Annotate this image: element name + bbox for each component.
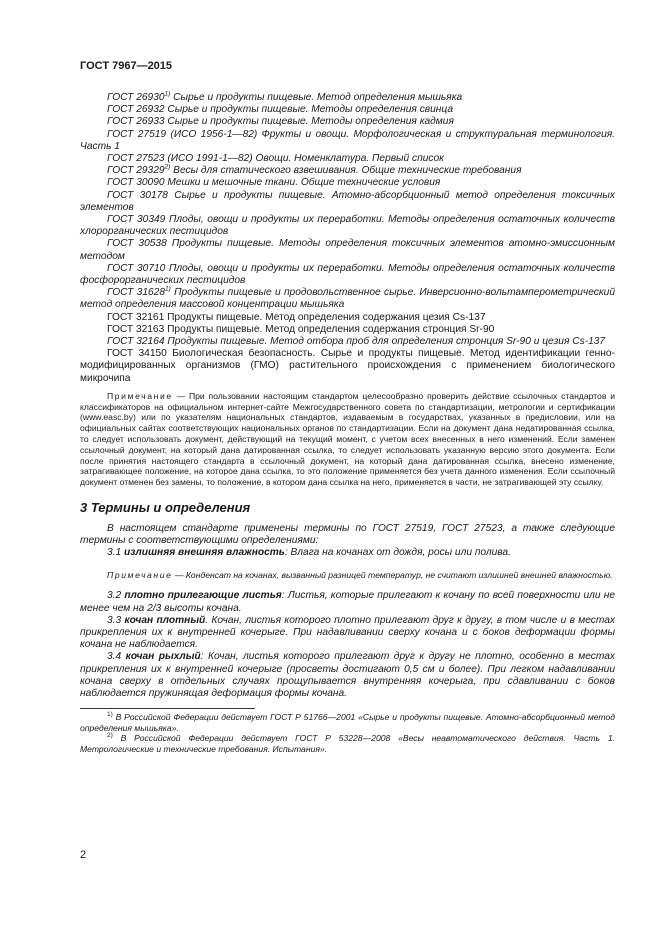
reference-number: ГОСТ 32163 — [107, 323, 165, 335]
reference-title: (ИСО 1991-1—82) Овощи. Номенклатура. Первый список — [164, 153, 444, 165]
page-number: 2 — [80, 849, 87, 861]
reference-number: ГОСТ 30349 — [107, 214, 166, 226]
reference-item — [80, 263, 615, 287]
reference-title: Биологическая безопасность. Сырье и продукты пищевые. Метод идентификации генно-модифицированных организмов (ГМО) растительного происхождения с применением биологического микрочипа — [80, 348, 615, 384]
reference-title: Продукты пищевые. Методы определения токсичных элементов атомно-эмиссионным методом — [80, 238, 615, 262]
normative-references-list — [80, 92, 615, 385]
reference-item — [80, 129, 615, 153]
reference-item — [80, 92, 615, 104]
reference-item — [80, 190, 615, 214]
term-name: кочан рыхлый — [125, 651, 201, 663]
note-text: — При пользовании настоящим стандартом целесообразно проверить действие ссылочных стандартов и классификаторов на официальном интернет-сайте Межгосударственного совета по стандартизации, метрологии и сертификации (www.easc.by) или по указателям национальных стандартов, издаваемым в государствах, указанных в предисловии, или на официальных сайтах соответствующих национальных органов по стандартизации. Если на документ дана недатированная ссылка, то следует использовать документ, действующий на текущий момент, с учетом всех внесенных в него изменений. Если заменен ссылочный документ, на который дана датированная ссылка, то следует использовать указанную версию этого документа. Если после принятия настоящего стандарта в ссылочный документ, на который дана датированная ссылка, внесено изменение, затрагивающее положение, на которое дана ссылка, то это положение применяется без учета данного изменения. Если ссылочный документ отменен без замены, то положение, в котором дана ссылка на него, применяется в части, не затрагивающей эту ссылку. — [80, 390, 615, 488]
term-name: плотно прилегающие листья — [124, 590, 282, 602]
reference-item — [80, 104, 615, 116]
section-3-intro: В настоящем стандарте применены термины по ГОСТ 27519, ГОСТ 27523, а также следующие термины с соответствующими определениями: — [80, 523, 615, 547]
reference-item — [80, 324, 615, 336]
footnote-text: В Российской Федерации действует ГОСТ Р 53228—2008 «Весы неавтоматического действия. Часть 1. Метрологические и технические требования. Испытания». — [80, 733, 615, 755]
reference-title: Продукты пищевые и продовольственное сырье. Инверсионно-вольтамперометрический метод определения массовой концентрации мышьяка — [80, 287, 615, 311]
footnote-1 — [80, 712, 615, 733]
reference-number: ГОСТ 27519 — [107, 128, 167, 140]
reference-item — [80, 153, 615, 165]
reference-number: ГОСТ 32164 — [107, 336, 165, 348]
term-definition: . Кочан, листья которого плотно прилегают друг к другу, в том числе и в местах прикрепления их к внутренней кочерыге. При надавливании сверху кочана и с боков деформации формы кочана не наблюдается. — [80, 614, 615, 651]
reference-number: ГОСТ 34150 — [107, 348, 167, 360]
note-label: Примечание — [107, 569, 173, 580]
reference-title: Сырье и продукты пищевые. Методы определения кадмия — [164, 116, 454, 128]
reference-title: Продукты пищевые. Метод определения содержания стронция Sr-90 — [164, 323, 495, 335]
reference-title: Продукты пищевые. Метод отбора проб для определения стронция Sr-90 и цезия Cs-137 — [164, 336, 606, 348]
reference-title: Плоды, овощи и продукты их переработки. Методы определения остаточных количеств фосфорорганических пестицидов — [80, 262, 616, 287]
section-3-title: 3 Термины и определения — [80, 500, 251, 516]
reference-title: Мешки и мешочные ткани. Общие технические условия — [164, 177, 441, 189]
reference-number: ГОСТ 27523 — [107, 153, 165, 165]
term-definition: : Кочан, листья которого прилегают друг к другу не плотно, особенно в местах прикрепления их к внутренней кочерыге (просветы достигают 0,5 см и более). При легком надавливании кочана сверху в отдельных случаях прощупывается внутренняя кочерыга, при сдавливании с боков наблюдается пружинящая деформация формы кочана. — [80, 651, 615, 700]
footnote-ref: 1) — [165, 285, 171, 293]
footnote-mark: 2) — [107, 732, 113, 740]
reference-title: Плоды, овощи и продукты их переработки. Методы определения остаточных количеств хлорорганических пестицидов — [80, 214, 616, 238]
note-humidity — [80, 570, 615, 581]
term-3-1 — [80, 547, 615, 559]
term-number: 3.1 — [107, 547, 124, 559]
reference-item — [80, 238, 615, 262]
reference-title: Продукты пищевые. Метод определения содержания цезия Cs-137 — [164, 311, 486, 323]
term-3-3 — [80, 615, 615, 652]
footnote-ref: 1) — [164, 90, 171, 98]
footnote-mark: 1) — [107, 711, 113, 719]
term-3-2 — [80, 590, 615, 614]
reference-number: ГОСТ 30178 — [107, 189, 168, 201]
reference-item — [80, 336, 615, 348]
footnote-2 — [80, 733, 615, 754]
footnote-text: В Российской Федерации действует ГОСТ Р 51766—2001 «Сырье и продукты пищевые. Атомно-абсорбционный метод определения мышьяка». — [80, 712, 615, 733]
note-references — [80, 391, 615, 488]
reference-number: ГОСТ 30090 — [107, 177, 165, 189]
reference-number: ГОСТ 26933 — [107, 116, 165, 128]
reference-title: Сырье и продукты пищевые. Методы определения свинца — [164, 104, 453, 116]
reference-number: ГОСТ 26930 — [107, 92, 165, 103]
footnote-ref: 2) — [164, 163, 171, 171]
term-number: 3.2 — [107, 590, 125, 602]
reference-title: Весы для статического взвешивания. Общие технические требования — [170, 165, 522, 177]
reference-number: ГОСТ 31628 — [107, 287, 165, 299]
footnote-separator — [80, 708, 255, 709]
term-name: излишняя внешняя влажность — [124, 547, 285, 559]
reference-item — [80, 165, 615, 177]
document-body — [80, 92, 615, 755]
term-name: кочан плотный — [124, 614, 206, 626]
reference-item — [80, 214, 615, 238]
term-definition: : Листья, которые прилегают к кочану по всей поверхности или не менее чем на 2/3 высоты кочана. — [80, 590, 615, 614]
term-number: 3.4 — [107, 651, 126, 663]
document-header: ГОСТ 7967—2015 — [80, 60, 173, 72]
reference-title: Сырье и продукты пищевые. Метод определения мышьяка — [170, 92, 463, 103]
reference-number: ГОСТ 29329 — [107, 165, 165, 177]
reference-number: ГОСТ 30710 — [107, 262, 166, 274]
note-label: Примечание — [107, 390, 173, 401]
term-number: 3.3 — [107, 614, 125, 626]
reference-item — [80, 348, 615, 385]
reference-number: ГОСТ 32161 — [107, 311, 165, 323]
reference-item — [80, 287, 615, 311]
reference-item — [80, 116, 615, 128]
reference-title: (ИСО 1956-1—82) Фрукты и овощи. Морфологическая и структуральная терминология. Часть 1 — [80, 128, 616, 152]
note-text: — Конденсат на кочанах, вызванный разницей температур, не считают излишней внешней влажностью. — [172, 569, 613, 580]
term-3-4 — [80, 651, 615, 700]
reference-item — [80, 177, 615, 189]
reference-number: ГОСТ 30538 — [107, 238, 167, 250]
reference-number: ГОСТ 26932 — [107, 104, 165, 116]
reference-item — [80, 312, 615, 324]
term-definition: : Влага на кочанах от дождя, росы или полива. — [284, 547, 511, 559]
reference-title: Сырье и продукты пищевые. Атомно-абсорбционный метод определения токсичных элементов — [80, 189, 615, 213]
